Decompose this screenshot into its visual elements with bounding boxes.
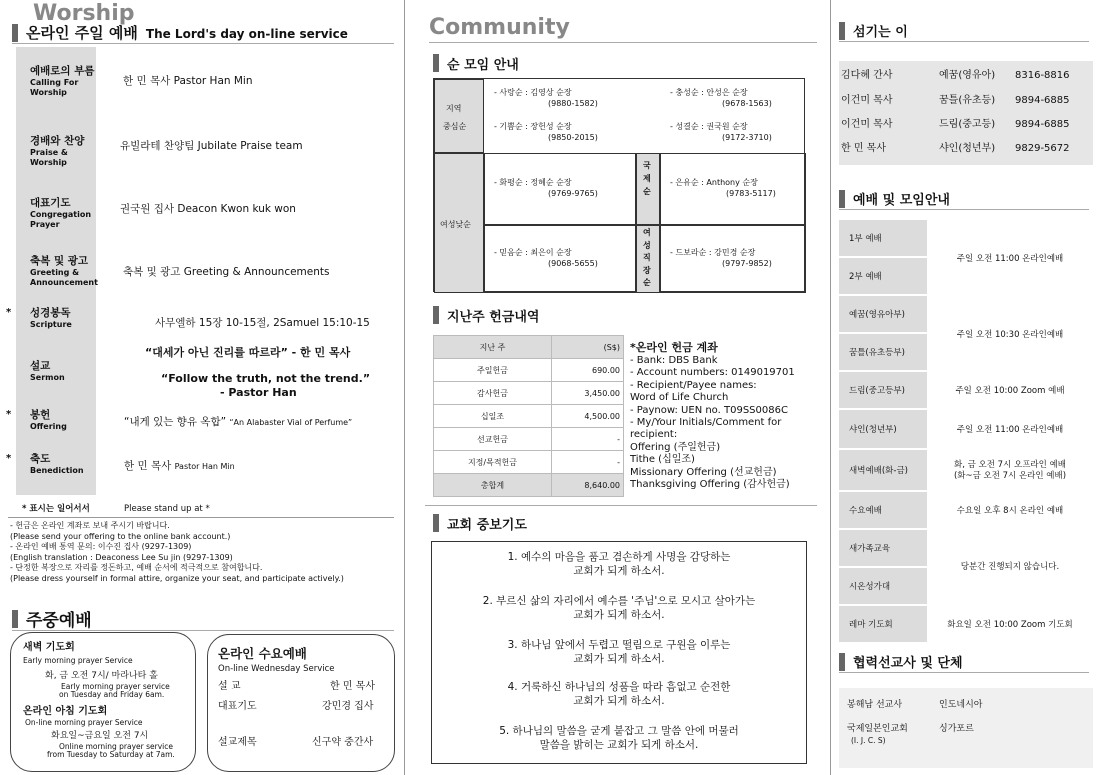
online-service-title: 온라인 주일 예배 <box>26 24 138 42</box>
section-bar <box>12 610 18 628</box>
services-header <box>839 188 1089 210</box>
service-yekkum: 예꿈(영유아부) <box>839 296 927 334</box>
list-item: 한 민 목사 샤인(청년부) 9829-5672 <box>841 143 1070 154</box>
leaders-title: 섬기는 이 <box>853 25 908 40</box>
services-title: 예배 및 모임안내 <box>853 193 950 208</box>
service-time-sunday: 주일 오전 11:00 온라인예배 <box>956 253 1064 264</box>
worship-column <box>0 0 404 775</box>
worship-title: Worship <box>33 1 135 26</box>
offering-value: “내게 있는 향유 옥합” “An Alabaster Vial of Perfume” <box>124 416 353 428</box>
leaders-header <box>839 20 1089 42</box>
prayer-value: 권국원 집사 Deacon Kwon kuk won <box>120 203 296 215</box>
order-item-sermon: 설교 Sermon <box>30 360 65 382</box>
service-dawn: 새벽예배(화-금) <box>839 450 927 492</box>
list-item: 김다혜 간사 예꿈(영유아) 8316-8816 <box>841 70 1070 81</box>
community-title: Community <box>429 15 570 40</box>
online-service-header <box>12 22 394 44</box>
weekday-header <box>12 607 394 631</box>
list-item: 3. 하나님 앞에서 두렵고 떨림으로 구원을 이루는 교회가 되게 하소서. <box>507 639 731 665</box>
groups-title: 순 모임 안내 <box>447 57 519 73</box>
wednesday-title: 온라인 수요예배 <box>218 646 307 661</box>
missions-title: 협력선교사 및 단체 <box>853 656 963 671</box>
list-item: 이건미 목사 꿈틀(유초등) 9894-6885 <box>841 95 1070 106</box>
group-mideum: - 믿음순 : 최은이 순장 <box>494 248 572 257</box>
offering-title: 지난주 헌금내역 <box>447 309 540 325</box>
service-2nd: 2부 예배 <box>839 258 927 296</box>
service-kkumteul: 꿈틀(유초등부) <box>839 334 927 372</box>
stand-note-en: Please stand up at * <box>124 504 210 514</box>
service-time-shine: 주일 오전 11:00 온라인예배 <box>956 424 1064 435</box>
sermon-title-ko: “대세가 아닌 진리를 따르라” - 한 민 목사 <box>145 346 351 359</box>
table-row: 십일조 4,500.00 <box>434 405 624 428</box>
info-column <box>830 0 1096 775</box>
dawn-prayer-box: 새벽 기도회 Early morning prayer Service 화, 금 오전 7시/ 마라나타 홀 Early morning prayer service on Tuesday and Friday 6am. 온라인 아침 기도회 On-line morning prayer Service 화요일~금요일 오전 7시 Online morning prayer service from Tuesday to Saturday at 7am. <box>10 632 196 772</box>
service-time-youth: 주일 오전 10:00 Zoom 예배 <box>955 385 1065 396</box>
account-title: *온라인 헌금 계좌 <box>630 341 718 354</box>
online-account-info: *온라인 헌금 계좌 - Bank: DBS Bank - Account numbers: 0149019701 - Recipient/Payee names: Word of Life Church - Paynow: UEN no. T09SS0086C - My/Your Initials/Comment for recipient: Offering (주일헌금) Tithe (십일조) Missionary Offering (선교헌금) Thanksgiving Offering (감사헌금) <box>630 341 795 491</box>
scripture-value: 사무엘하 15장 10-15절, 2Samuel 15:10-15 <box>155 317 370 329</box>
prayer-header <box>433 512 817 534</box>
table-row: 지난 주 (S$) <box>434 336 624 359</box>
leaders-list <box>839 61 1093 165</box>
dawn-prayer-title: 새벽 기도회 <box>23 642 75 653</box>
women-label: 여성낮순 <box>440 220 471 229</box>
service-shine: 샤인(청년부) <box>839 410 927 450</box>
greeting-value: 축복 및 광고 Greeting & Announcements <box>123 266 330 278</box>
divider <box>8 517 394 518</box>
group-deborah: - 드보라순 : 강민경 순장 <box>670 248 756 257</box>
service-rhema: 레마 기도회 <box>839 606 927 644</box>
group-gippeum: - 기쁨순 : 장헌성 순장 <box>494 122 572 131</box>
order-item-scripture: * 성경봉독 Scripture <box>6 307 72 329</box>
service-time-kids: 주일 오전 10:30 온라인예배 <box>956 329 1064 340</box>
stand-note-ko: * 표시는 일어서서 <box>22 504 90 514</box>
group-hwapyeong: - 화평순 : 정혜순 순장 <box>494 178 572 187</box>
worship-order-labels <box>6 47 98 495</box>
morning-prayer-title: 온라인 아침 기도회 <box>23 706 108 717</box>
community-column <box>404 0 830 775</box>
prayer-title: 교회 중보기도 <box>447 517 527 533</box>
benediction-value: 한 민 목사 Pastor Han Min <box>124 460 235 472</box>
table-row: 지정/목적헌금 - <box>434 451 624 474</box>
service-choir: 시온성가대 <box>839 568 927 606</box>
table-row: 선교헌금 - <box>434 428 624 451</box>
service-newfamily: 새가족교육 <box>839 530 927 568</box>
service-time-rhema: 화요일 오전 10:00 Zoom 기도회 <box>947 619 1073 630</box>
order-item-prayer: 대표기도 Congregation Prayer <box>30 197 92 229</box>
list-item: 2. 부르신 삶의 자리에서 예수를 '주님'으로 모시고 살아가는 교회가 되게 하소서. <box>482 595 756 621</box>
table-row: 총합계 8,640.00 <box>434 474 624 497</box>
region-label: 지역 <box>446 104 462 113</box>
service-time-dawn: 화, 금 오전 7시 오프라인 예배 (화~금 오전 7시 온라인 예배) <box>953 460 1067 481</box>
table-row: 감사헌금 3,450.00 <box>434 382 624 405</box>
offering-header <box>433 304 817 326</box>
service-wednesday: 수요예배 <box>839 492 927 530</box>
praise-value: 유빌라테 찬양팀 Jubilate Praise team <box>120 140 303 152</box>
sermon-title-en: “Follow the truth, not the trend.” <box>161 372 371 385</box>
women-work-label: 여 성 직 장 순 <box>643 228 651 287</box>
missions-header <box>839 651 1089 673</box>
section-bar <box>12 24 18 42</box>
list-item: 봉해남 선교사 인도네시아 <box>847 700 983 710</box>
small-groups-table: 지역 중심순 여성낮순 국 제 순 여 성 직 장 순 - 사랑순 : 김영상 순장 (9880-1582) - 충성순 : 안성은 순장 (9678-1563) - 기쁨순 : 장헌성 순장 (9850-2015) - 성결순 : 권국원 순장 (9172-3710) - 화평순 : 정혜순 순장 (9769-9765) - 은유순 : Anthony 순장 (9783-5117) - 믿음순 : 최은이 순장 (9068-5655) - 드보라순 : 강민경 순장 (9797-9852) <box>433 78 805 292</box>
service-1st: 1부 예배 <box>839 220 927 258</box>
service-time-paused: 당분간 진행되지 않습니다. <box>960 561 1060 572</box>
online-service-title-en: The Lord's day on-line service <box>145 27 348 41</box>
group-eunyu: - 은유순 : Anthony 순장 <box>670 178 758 187</box>
list-item: 이건미 목사 드림(중고등) 9894-6885 <box>841 119 1070 130</box>
service-dream: 드림(중고등부) <box>839 372 927 410</box>
order-item-greeting: 축복 및 광고 Greeting & Announcement <box>30 255 98 287</box>
calling-value: 한 민 목사 Pastor Han Min <box>123 75 253 87</box>
order-item-praise: 경배와 찬양 Praise & Worship <box>30 135 85 167</box>
weekday-title: 주중예배 <box>26 611 92 631</box>
notice-list: - 헌금은 온라인 계좌로 보내 주시기 바랍니다. (Please send your offering to the online bank account.) - 온라인 예배 통역 문의: 이수진 집사 (9297-1309) (English translation : Deaconess Lee Su jin (9297-1309) - 단정한 복장으로 자리를 정돈하고, 예배 순서에 적극적으로 참여합니다. (Please dress yourself in formal attire, organize your seat, and participate actively.) <box>10 521 344 583</box>
sermon-preacher-en: - Pastor Han <box>220 386 297 399</box>
prayer-list <box>431 541 807 764</box>
list-item: (I. J. C. S) <box>851 736 886 745</box>
missions-list <box>839 688 1093 768</box>
groups-header <box>433 52 817 74</box>
offering-table <box>433 335 624 497</box>
list-item: 4. 거룩하신 하나님의 성품을 따라 흠없고 순전한 교회가 되게 하소서. <box>507 681 731 707</box>
list-item: 1. 예수의 마음을 품고 겸손하게 사명을 감당하는 교회가 되게 하소서. <box>507 551 731 577</box>
order-item-benediction: * 축도 Benediction <box>6 453 84 475</box>
service-time-wednesday: 수요일 오후 8시 온라인 예배 <box>956 505 1064 516</box>
list-item: 국제일본인교회 싱가포르 <box>847 724 974 734</box>
wednesday-service-box: 온라인 수요예배 On-line Wednesday Service 설 교 한 민 목사 대표기도 강민경 집사 설교제목 신구약 중간사 <box>207 634 395 772</box>
group-seonggyeol: - 성결순 : 권국원 순장 <box>670 122 748 131</box>
table-row: 주일헌금 690.00 <box>434 359 624 382</box>
list-item: 5. 하나님의 말씀을 굳게 붙잡고 그 말씀 안에 머물러 말씀을 밝히는 교회가 되게 하소서. <box>499 725 739 751</box>
group-sarang: - 사랑순 : 김영상 순장 <box>494 88 572 97</box>
intl-label: 국 제 순 <box>643 161 651 196</box>
order-item-calling: 예배로의 부름 Calling For Worship <box>30 65 95 97</box>
group-chungseong: - 충성순 : 안성은 순장 <box>670 88 748 97</box>
order-item-offering: * 봉헌 Offering <box>6 409 67 431</box>
